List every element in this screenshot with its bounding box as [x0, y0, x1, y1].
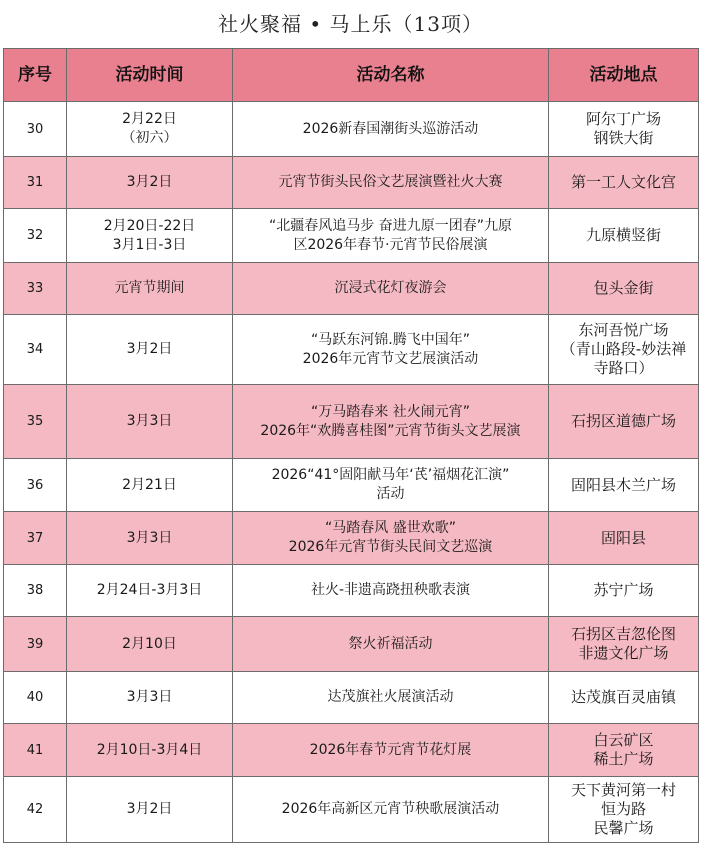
cell-no: 30: [4, 102, 67, 157]
cell-place: [549, 512, 699, 565]
cell-time: [67, 512, 233, 565]
cell-place-line: 包头金街: [593, 279, 654, 297]
cell-name: [233, 263, 549, 315]
table-row: [4, 724, 699, 777]
cell-time-line: 2月10日: [122, 635, 177, 652]
cell-no: 40: [4, 672, 67, 724]
cell-name: [233, 512, 549, 565]
cell-time: [67, 565, 233, 617]
cell-time-line: 2月20日-22日: [103, 217, 196, 234]
cell-place-line: 阿尔丁广场: [585, 110, 661, 128]
activity-table: [3, 48, 699, 843]
table-row: [4, 263, 699, 315]
cell-time-line: 3月3日: [126, 529, 173, 546]
cell-place-line: 固阳县: [600, 528, 646, 547]
cell-time-line: 2月10日-3月4日: [96, 741, 203, 758]
cell-name-line: 元宵节街头民俗文艺展演暨社火大赛: [278, 174, 503, 190]
cell-name: [233, 459, 549, 512]
cell-name: [233, 157, 549, 209]
cell-name-line: 祭火祈福活动: [348, 635, 433, 652]
cell-name: [233, 724, 549, 777]
cell-place-line: 达茂旗百灵庙镇: [570, 688, 676, 706]
cell-no: 37: [4, 512, 67, 565]
cell-place-line: 东河吾悦广场: [578, 321, 669, 339]
cell-time-line: 3月3日: [126, 413, 173, 429]
cell-time: [67, 157, 233, 209]
cell-name-line: 2026年高新区元宵节秧歌展演活动: [281, 801, 500, 817]
cell-no: 33: [4, 263, 67, 315]
cell-place: [549, 263, 699, 315]
cell-place-line: 恒为路: [600, 800, 646, 818]
cell-place-line: 第一工人文化宫: [570, 173, 676, 191]
cell-place: [549, 209, 699, 263]
header-place: 活动地点: [549, 49, 699, 102]
cell-time: [67, 459, 233, 512]
cell-place-line: 稀土广场: [593, 750, 654, 768]
table-row: [4, 315, 699, 385]
cell-time: [67, 385, 233, 459]
cell-time: [67, 315, 233, 385]
cell-place: [549, 157, 699, 209]
cell-place-line: 非遗文化广场: [578, 644, 669, 662]
cell-place: [549, 459, 699, 512]
cell-name-line: 区2026年春节·元宵节民俗展演: [293, 236, 488, 253]
cell-name-line: “北疆春风追马步 奋进九原一团春”九原: [269, 217, 512, 234]
cell-place-line: （青山路段-妙法禅: [560, 340, 687, 358]
cell-no: 31: [4, 157, 67, 209]
cell-time-line: 元宵节期间: [114, 280, 185, 296]
table-row: [4, 565, 699, 617]
cell-name-line: 2026“41°固阳献马年‘芪’福烟花汇演”: [271, 467, 510, 483]
cell-place-line: 九原横竖街: [585, 226, 661, 244]
table-row: [4, 672, 699, 724]
cell-place: [549, 102, 699, 157]
cell-time-line: 2月24日-3月3日: [96, 582, 203, 598]
cell-time: [67, 102, 233, 157]
cell-name-line: 社火-非遗高跷扭秧歌表演: [310, 582, 471, 598]
cell-time-line: 3月2日: [126, 341, 173, 357]
cell-time-line: 3月2日: [126, 801, 173, 817]
cell-no: 39: [4, 617, 67, 672]
cell-name-line: 达茂旗社火展演活动: [327, 689, 454, 705]
cell-time-line: 3月2日: [126, 174, 173, 190]
cell-time: [67, 263, 233, 315]
cell-time: [67, 672, 233, 724]
cell-place: [549, 617, 699, 672]
cell-place-line: 石拐区吉忽伦图: [570, 625, 676, 643]
table-header-row: [4, 49, 699, 102]
header-name: 活动名称: [233, 49, 549, 102]
cell-place: [549, 385, 699, 459]
cell-time: [67, 617, 233, 672]
cell-place: [549, 672, 699, 724]
cell-time-line: 2月22日: [122, 111, 177, 127]
cell-time: [67, 777, 233, 843]
cell-time-line: 3月3日: [126, 689, 173, 705]
cell-place: [549, 315, 699, 385]
cell-place-line: 白云矿区: [593, 731, 654, 749]
cell-place: [549, 565, 699, 617]
cell-name: [233, 565, 549, 617]
cell-no: 42: [4, 777, 67, 843]
cell-place-line: 石拐区道德广场: [570, 412, 676, 430]
cell-place-line: 钢铁大街: [593, 129, 654, 147]
cell-place: [549, 724, 699, 777]
cell-no: 32: [4, 209, 67, 263]
table-row: [4, 777, 699, 843]
cell-time: [67, 724, 233, 777]
cell-no: 36: [4, 459, 67, 512]
table-body: [4, 102, 699, 843]
cell-name: [233, 315, 549, 385]
cell-name-line: “马跃东河锦.腾飞中国年”: [311, 331, 470, 348]
cell-name: [233, 672, 549, 724]
table-row: [4, 102, 699, 157]
table-row: [4, 209, 699, 263]
cell-name: [233, 385, 549, 459]
cell-name-line: 活动: [376, 486, 405, 502]
cell-place-line: 民馨广场: [593, 819, 654, 837]
cell-name: [233, 617, 549, 672]
table-row: [4, 385, 699, 459]
cell-place-line: 天下黄河第一村: [570, 781, 676, 799]
cell-no: 34: [4, 315, 67, 385]
cell-place-line: 寺路口）: [593, 359, 654, 377]
cell-name-line: 2026年“欢腾喜桂图”元宵节街头文艺展演: [260, 422, 521, 439]
table-row: [4, 617, 699, 672]
cell-name-line: 2026新春国潮街头巡游活动: [302, 120, 479, 137]
cell-name-line: 2026年春节元宵节花灯展: [309, 741, 472, 758]
cell-name-line: 2026年元宵节街头民间文艺巡演: [288, 539, 493, 555]
cell-no: 38: [4, 565, 67, 617]
cell-time: [67, 209, 233, 263]
page-title: 社火聚福 • 马上乐（13项）: [218, 12, 483, 36]
cell-time-line: 3月1日-3日: [112, 236, 187, 253]
cell-time-line: 2月21日: [122, 476, 177, 493]
cell-no: 41: [4, 724, 67, 777]
cell-name-line: 2026年元宵节文艺展演活动: [302, 350, 479, 367]
cell-name: [233, 777, 549, 843]
cell-name: [233, 102, 549, 157]
cell-time-line: （初六）: [121, 130, 178, 146]
cell-name-line: 沉浸式花灯夜游会: [334, 280, 447, 296]
table-row: [4, 512, 699, 565]
header-time: 活动时间: [67, 49, 233, 102]
table-row: [4, 459, 699, 512]
cell-name: [233, 209, 549, 263]
cell-name-line: “马踏春风 盛世欢歌”: [325, 520, 456, 536]
cell-no: 35: [4, 385, 67, 459]
cell-place-line: 苏宁广场: [593, 581, 654, 599]
cell-place-line: 固阳县木兰广场: [570, 475, 676, 494]
table-row: [4, 157, 699, 209]
cell-place: [549, 777, 699, 843]
header-no: 序号: [4, 49, 67, 102]
cell-name-line: “万马踏春来 社火闹元宵”: [311, 403, 470, 420]
